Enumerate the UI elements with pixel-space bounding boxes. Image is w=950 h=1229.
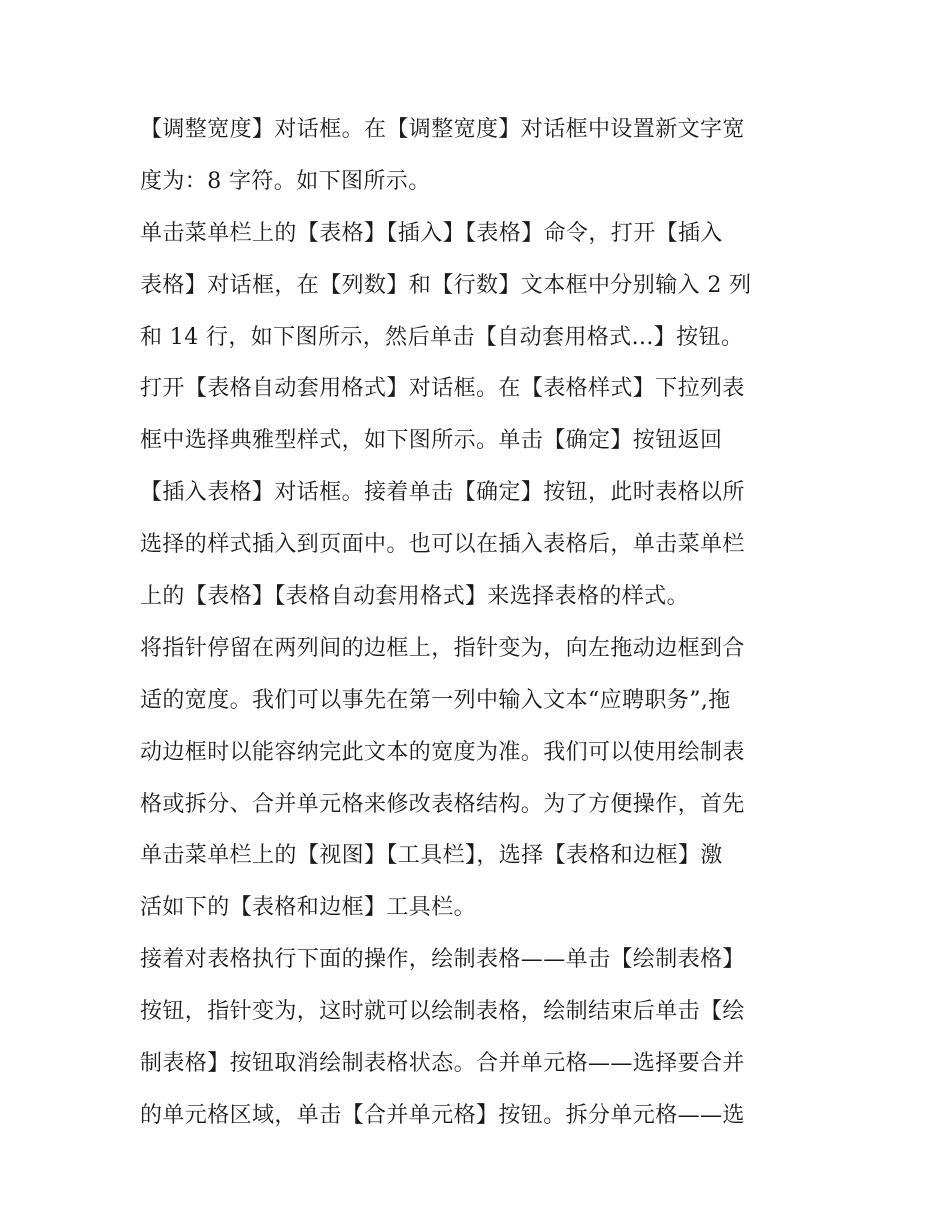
- text-line: 选择的样式插入到页面中。也可以在插入表格后，单击菜单栏: [140, 532, 745, 558]
- text-line: 活如下的【表格和边框】工具栏。: [140, 895, 477, 921]
- text-line: 框中选择典雅型样式，如下图所示。单击【确定】按钮返回: [140, 428, 723, 454]
- text-line: 打开【表格自动套用格式】对话框。在【表格样式】下拉列表: [140, 376, 745, 402]
- text-line: 格或拆分、合并单元格来修改表格结构。为了方便操作，首先: [140, 791, 745, 817]
- text-line: 和 14 行，如下图所示，然后单击【自动套用格式...】按钮。: [140, 324, 744, 350]
- text-line: 接着对表格执行下面的操作，绘制表格——单击【绘制表格】: [140, 947, 745, 973]
- text-line: 单击菜单栏上的【视图】【工具栏】，选择【表格和边框】激: [140, 843, 723, 869]
- text-line: 上的【表格】【表格自动套用格式】来选择表格的样式。: [140, 584, 690, 610]
- text-line: 【调整宽度】对话框。在【调整宽度】对话框中设置新文字宽: [140, 117, 745, 142]
- text-line: 将指针停留在两列间的边框上，指针变为，向左拖动边框到合: [140, 635, 745, 661]
- text-line: 制表格】按钮取消绘制表格状态。合并单元格——选择要合并: [140, 1051, 745, 1077]
- text-line: 适的宽度。我们可以事先在第一列中输入文本“应聘职务”,拖: [140, 687, 731, 713]
- text-line: 度为：8 字符。如下图所示。: [140, 168, 431, 194]
- text-line: 表格】对话框，在【列数】和【行数】文本框中分别输入 2 列: [140, 272, 752, 298]
- text-line: 按钮，指针变为，这时就可以绘制表格，绘制结束后单击【绘: [140, 999, 745, 1025]
- body-text: [140, 104, 820, 1142]
- text-line: 【插入表格】对话框。接着单击【确定】按钮，此时表格以所: [140, 480, 745, 506]
- text-line: 动边框时以能容纳完此文本的宽度为准。我们可以使用绘制表: [140, 739, 745, 765]
- text-line: 单击菜单栏上的【表格】【插入】【表格】命令，打开【插入: [140, 220, 723, 246]
- text-line: 的单元格区域，单击【合并单元格】按钮。拆分单元格——选: [140, 1102, 745, 1128]
